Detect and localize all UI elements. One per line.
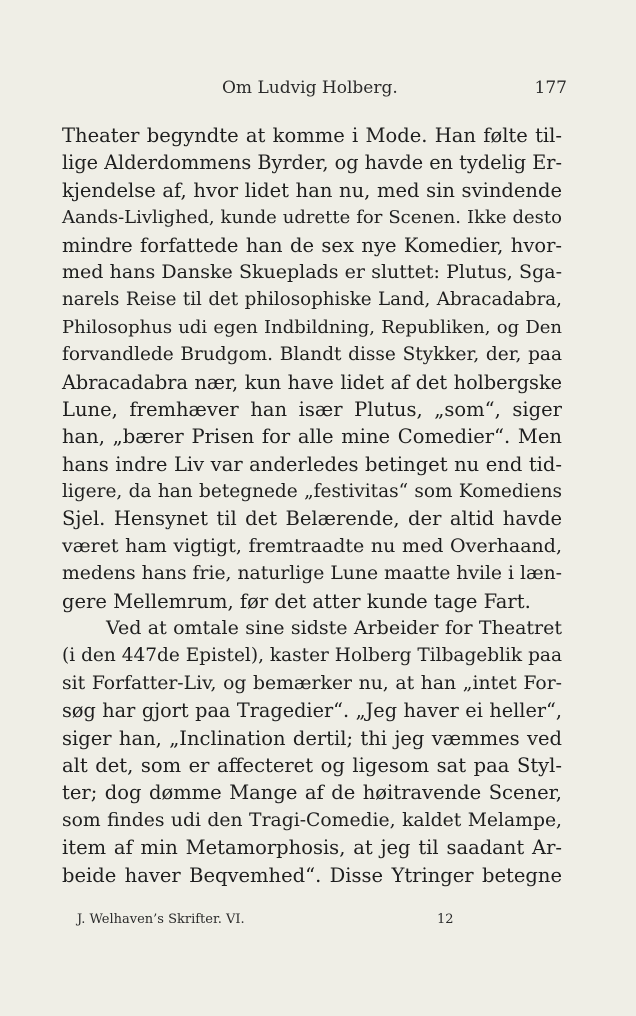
body-text (62, 122, 562, 889)
text-line: sit Forfatter-Liv, og bemærker nu, at han „intet For- (62, 672, 562, 694)
text-line: hans indre Liv var anderledes betinget nu end tid- (62, 452, 562, 476)
text-line: alt det, som er affecteret og ligesom sat paa Styl- (62, 753, 562, 777)
text-line: siger han, „Inclination dertil; thi jeg væmmes ved (62, 726, 562, 750)
text-line: narels Reise til det philosophiske Land, Abracadabra, (62, 289, 562, 311)
text-line: været ham vigtigt, fremtraadte nu med Overhaand, (62, 534, 562, 557)
text-line: forvandlede Brudgom. Blandt disse Stykker, der, paa (62, 344, 562, 366)
printer-signature: J. Welhaven’s Skrifter. VI. (77, 912, 245, 927)
page-footer (77, 908, 477, 932)
text-line: kjendelse af, hvor lidet han nu, med sin svindende (62, 178, 562, 202)
text-line: søg har gjort paa Tragedier“. „Jeg haver ei heller“, (62, 699, 562, 723)
running-title: Om Ludvig Holberg. (222, 78, 398, 98)
text-line: (i den 447de Epistel), kaster Holberg Tilbageblik paa (62, 645, 562, 667)
text-line: Aands-Livlighed, kunde udrette for Scenen. Ikke desto (62, 207, 562, 229)
sheet-number: 12 (437, 912, 454, 927)
running-header (62, 74, 567, 104)
text-line: Theater begyndte at komme i Mode. Han følte til- (62, 124, 562, 147)
text-line: lige Alderdommens Byrder, og havde en tydelig Er- (62, 151, 562, 175)
page-number: 177 (534, 78, 567, 98)
text-line: ter; dog dømme Mange af de høitravende Scener, (62, 781, 562, 805)
text-line-paragraph-start: Ved at omtale sine sidste Arbeider for Theatret (106, 617, 562, 640)
text-line: mindre forfattede han de sex nye Komedier, hvor- (62, 233, 562, 257)
text-line: medens hans frie, naturlige Lune maatte hvile i læn- (62, 563, 562, 585)
text-line: Abracadabra nær, kun have lidet af det holbergske (62, 370, 562, 394)
text-line-paragraph-end: gere Mellemrum, før det atter kunde tage Fart. (62, 589, 531, 613)
text-line: Sjel. Hensynet til det Belærende, der altid havde (62, 507, 562, 531)
text-line: som findes udi den Tragi-Comedie, kaldet Melampe, (62, 809, 562, 831)
text-line: item af min Metamorphosis, at jeg til saadant Ar- (62, 836, 562, 860)
text-line: ligere, da han betegnede „festivitas“ som Komediens (62, 481, 562, 503)
text-line: med hans Danske Skueplads er sluttet: Plutus, Sga- (62, 260, 562, 283)
text-line: Philosophus udi egen Indbildning, Republiken, og Den (62, 316, 562, 338)
text-line: beide haver Beqvemhed“. Disse Ytringer betegne (62, 863, 562, 887)
text-line: Lune, fremhæver han især Plutus, „som“, siger (62, 397, 562, 421)
text-line: han, „bærer Prisen for alle mine Comedier“. Men (62, 425, 562, 449)
